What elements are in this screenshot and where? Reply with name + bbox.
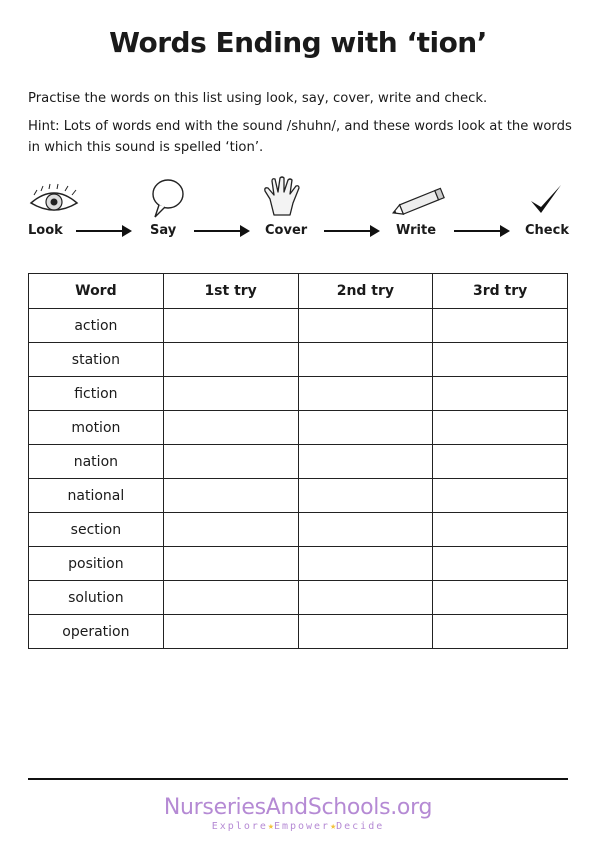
try-cell[interactable] bbox=[433, 309, 568, 343]
footer-divider bbox=[28, 778, 568, 780]
table-header-row bbox=[29, 274, 568, 309]
try-cell[interactable] bbox=[298, 445, 433, 479]
arrow-icon bbox=[454, 230, 508, 232]
footer-logo[interactable] bbox=[0, 795, 596, 832]
try-cell[interactable] bbox=[163, 343, 298, 377]
column-header-word: Word bbox=[29, 274, 164, 309]
star-icon: ★ bbox=[330, 821, 337, 832]
try-cell[interactable] bbox=[298, 547, 433, 581]
try-cell[interactable] bbox=[163, 479, 298, 513]
word-cell: fiction bbox=[29, 377, 164, 411]
table-row bbox=[29, 547, 568, 581]
try-cell[interactable] bbox=[298, 343, 433, 377]
word-cell: motion bbox=[29, 411, 164, 445]
table-row bbox=[29, 581, 568, 615]
try-cell[interactable] bbox=[163, 445, 298, 479]
try-cell[interactable] bbox=[298, 513, 433, 547]
word-cell: nation bbox=[29, 445, 164, 479]
arrow-icon bbox=[76, 230, 130, 232]
word-cell: section bbox=[29, 513, 164, 547]
tagline-explore: Explore bbox=[211, 821, 268, 832]
step-label-check: Check bbox=[525, 223, 569, 238]
try-cell[interactable] bbox=[433, 377, 568, 411]
try-cell[interactable] bbox=[163, 377, 298, 411]
try-cell[interactable] bbox=[298, 479, 433, 513]
hand-icon bbox=[262, 175, 310, 219]
word-cell: station bbox=[29, 343, 164, 377]
logo-tagline bbox=[0, 821, 596, 832]
table-row bbox=[29, 377, 568, 411]
step-label-look: Look bbox=[28, 223, 63, 238]
try-cell[interactable] bbox=[163, 615, 298, 649]
try-cell[interactable] bbox=[163, 411, 298, 445]
try-cell[interactable] bbox=[433, 445, 568, 479]
look-say-cover-write-check-steps bbox=[0, 175, 596, 250]
table-row bbox=[29, 513, 568, 547]
step-label-cover: Cover bbox=[265, 223, 308, 238]
try-cell[interactable] bbox=[433, 615, 568, 649]
column-header-2nd-try: 2nd try bbox=[298, 274, 433, 309]
logo-text: NurseriesAndSchools.org bbox=[163, 795, 433, 820]
try-cell[interactable] bbox=[298, 615, 433, 649]
try-cell[interactable] bbox=[433, 343, 568, 377]
word-cell: operation bbox=[29, 615, 164, 649]
instruction-text: Practise the words on this list using look, say, cover, write and check. bbox=[28, 91, 488, 106]
try-cell[interactable] bbox=[433, 411, 568, 445]
table-row bbox=[29, 343, 568, 377]
step-label-say: Say bbox=[150, 223, 177, 238]
arrow-icon bbox=[194, 230, 248, 232]
try-cell[interactable] bbox=[433, 479, 568, 513]
try-cell[interactable] bbox=[433, 513, 568, 547]
try-cell[interactable] bbox=[298, 581, 433, 615]
try-cell[interactable] bbox=[298, 309, 433, 343]
worksheet-title: Words Ending with ‘tion’ bbox=[109, 26, 487, 59]
try-cell[interactable] bbox=[163, 309, 298, 343]
try-cell[interactable] bbox=[163, 513, 298, 547]
tagline-decide: Decide bbox=[336, 821, 385, 832]
column-header-3rd-try: 3rd try bbox=[433, 274, 568, 309]
column-header-1st-try: 1st try bbox=[163, 274, 298, 309]
checkmark-icon bbox=[528, 183, 564, 217]
pencil-icon bbox=[390, 185, 450, 219]
arrow-icon bbox=[324, 230, 378, 232]
tagline-empower: Empower bbox=[273, 821, 331, 832]
try-cell[interactable] bbox=[163, 581, 298, 615]
word-cell: position bbox=[29, 547, 164, 581]
table-row bbox=[29, 445, 568, 479]
speech-bubble-icon bbox=[150, 177, 186, 219]
word-cell: national bbox=[29, 479, 164, 513]
table-row bbox=[29, 479, 568, 513]
table-row bbox=[29, 309, 568, 343]
hint-text: Hint: Lots of words end with the sound /shuhn/, and these words look at the words in which this sound is spelled ‘tion’. bbox=[28, 119, 572, 155]
try-cell[interactable] bbox=[163, 547, 298, 581]
star-icon: ★ bbox=[267, 821, 274, 832]
step-label-write: Write bbox=[396, 223, 437, 238]
table-row bbox=[29, 615, 568, 649]
eye-icon bbox=[28, 183, 80, 219]
try-cell[interactable] bbox=[433, 547, 568, 581]
table-row bbox=[29, 411, 568, 445]
word-cell: action bbox=[29, 309, 164, 343]
word-cell: solution bbox=[29, 581, 164, 615]
try-cell[interactable] bbox=[298, 411, 433, 445]
try-cell[interactable] bbox=[298, 377, 433, 411]
spelling-table bbox=[28, 273, 568, 649]
try-cell[interactable] bbox=[433, 581, 568, 615]
